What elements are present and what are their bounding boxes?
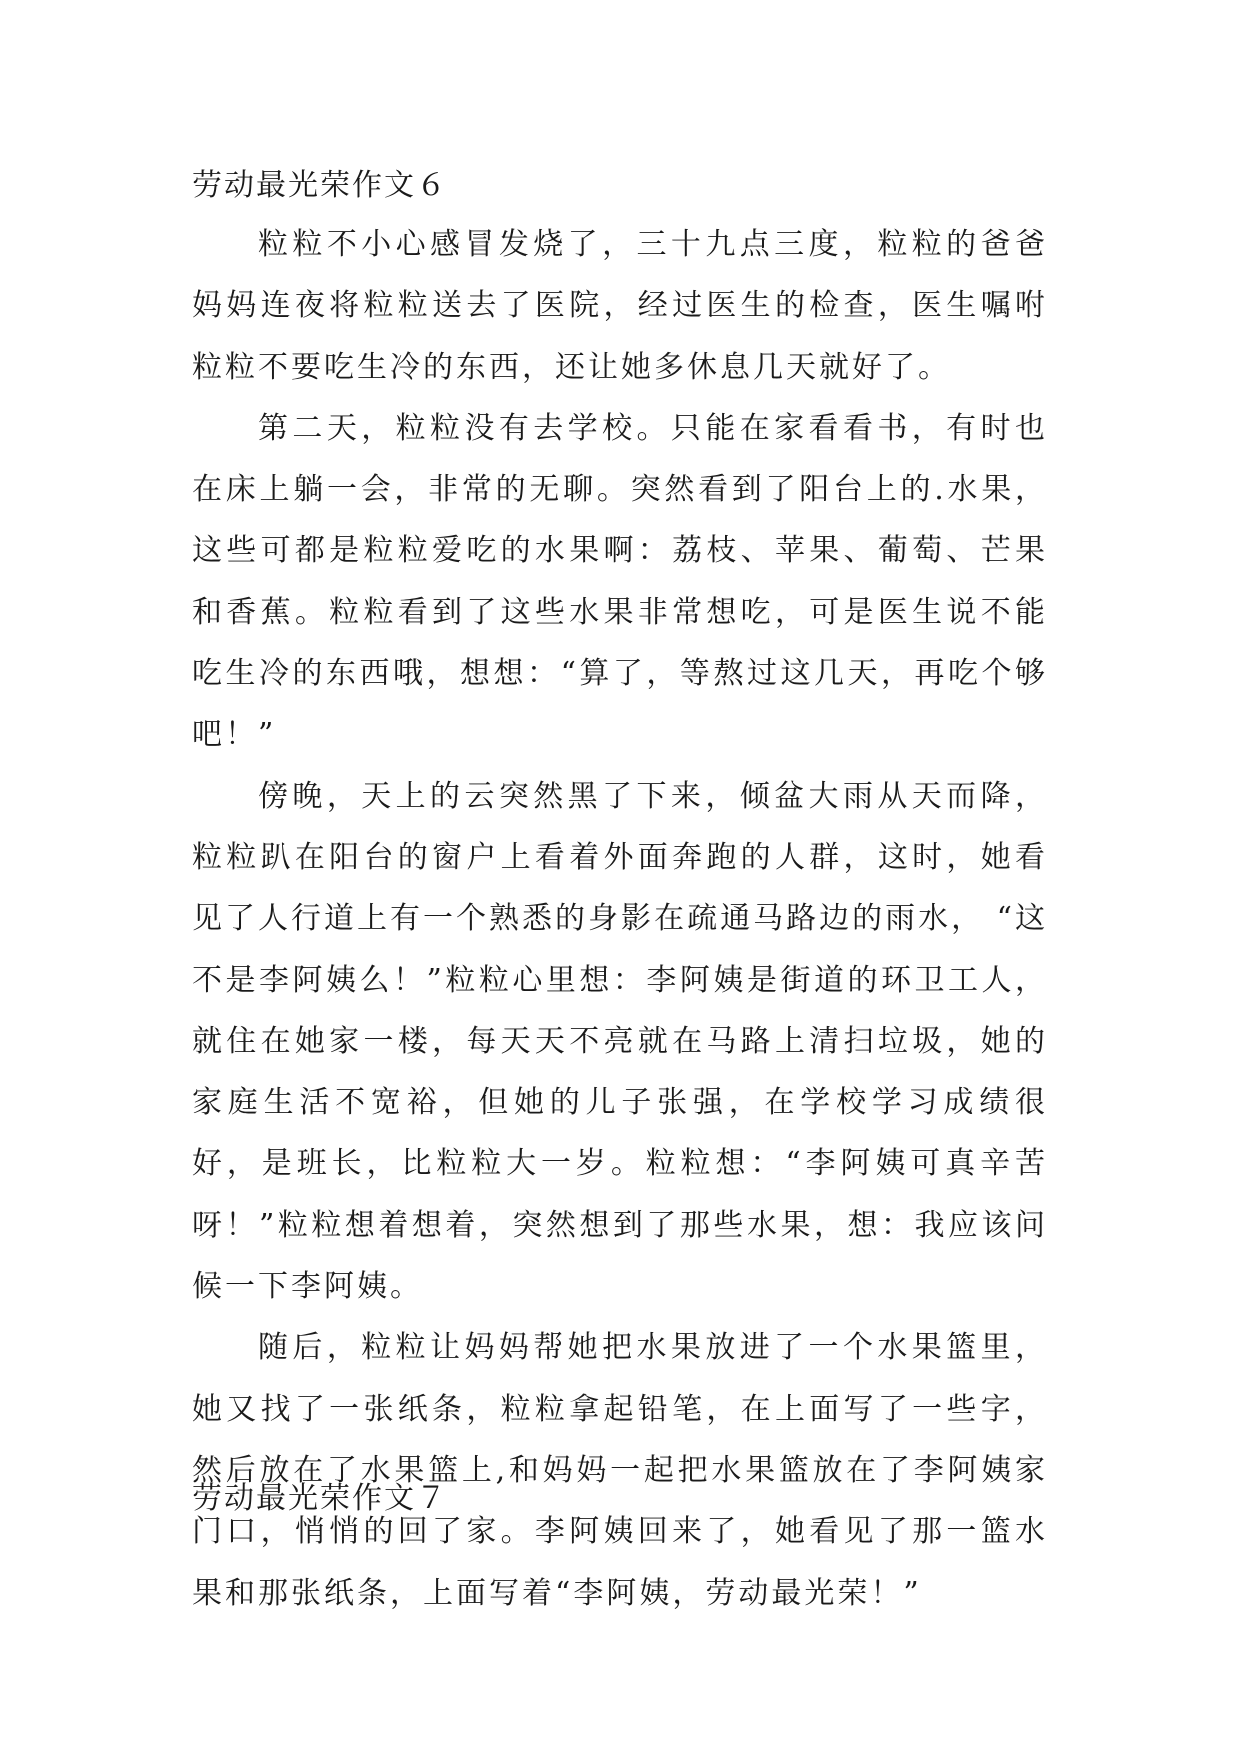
essay-6-paragraph-2: 第二天，粒粒没有去学校。只能在家看看书，有时也在床上躺一会，非常的无聊。突然看到了阳台上的.水果，这些可都是粒粒爱吃的水果啊：荔枝、苹果、葡萄、芒果和香蕉。粒粒看到了这些水果非常想吃，可是医生说不能吃生冷的东西哦，想想：“算了，等熬过这几天，再吃个够吧！” (192, 410, 1048, 753)
essay-6-paragraph-3: 傍晚，天上的云突然黑了下来，倾盆大雨从天而降，粒粒趴在阳台的窗户上看着外面奔跑的人群，这时，她看见了人行道上有一个熟悉的身影在疏通马路边的雨水， “这不是李阿姨么！”粒粒心里想：李阿姨是街道的环卫工人，就住在她家一楼，每天天不亮就在马路上清扫垃圾，她的家庭生活不宽裕，但她的儿子张强，在学校学习成绩很好，是班长，比粒粒大一岁。粒粒想：“李阿姨可真辛苦呀！”粒粒想着想着，突然想到了那些水果，想：我应该问候一下李阿姨。 (192, 778, 1048, 1305)
essay-6-paragraph-4: 随后，粒粒让妈妈帮她把水果放进了一个水果篮里，她又找了一张纸条，粒粒拿起铅笔，在上面写了一些字，然后放在了水果篮上,和妈妈一起把水果篮放在了李阿姨家门口，悄悄的回了家。李阿姨回来了，她看见了那一篮水果和那张纸条，上面写着“李阿姨，劳动最光荣！” (192, 1330, 1048, 1611)
essay-7-heading: 劳动最光荣作文７ (192, 1481, 448, 1516)
essay-6-body (192, 214, 1048, 1624)
essay-6-paragraph-1: 粒粒不小心感冒发烧了，三十九点三度，粒粒的爸爸妈妈连夜将粒粒送去了医院，经过医生的检查，医生嘱咐粒粒不要吃生冷的东西，还让她多休息几天就好了。 (192, 227, 1048, 385)
essay-6-heading: 劳动最光荣作文６ (192, 168, 448, 203)
